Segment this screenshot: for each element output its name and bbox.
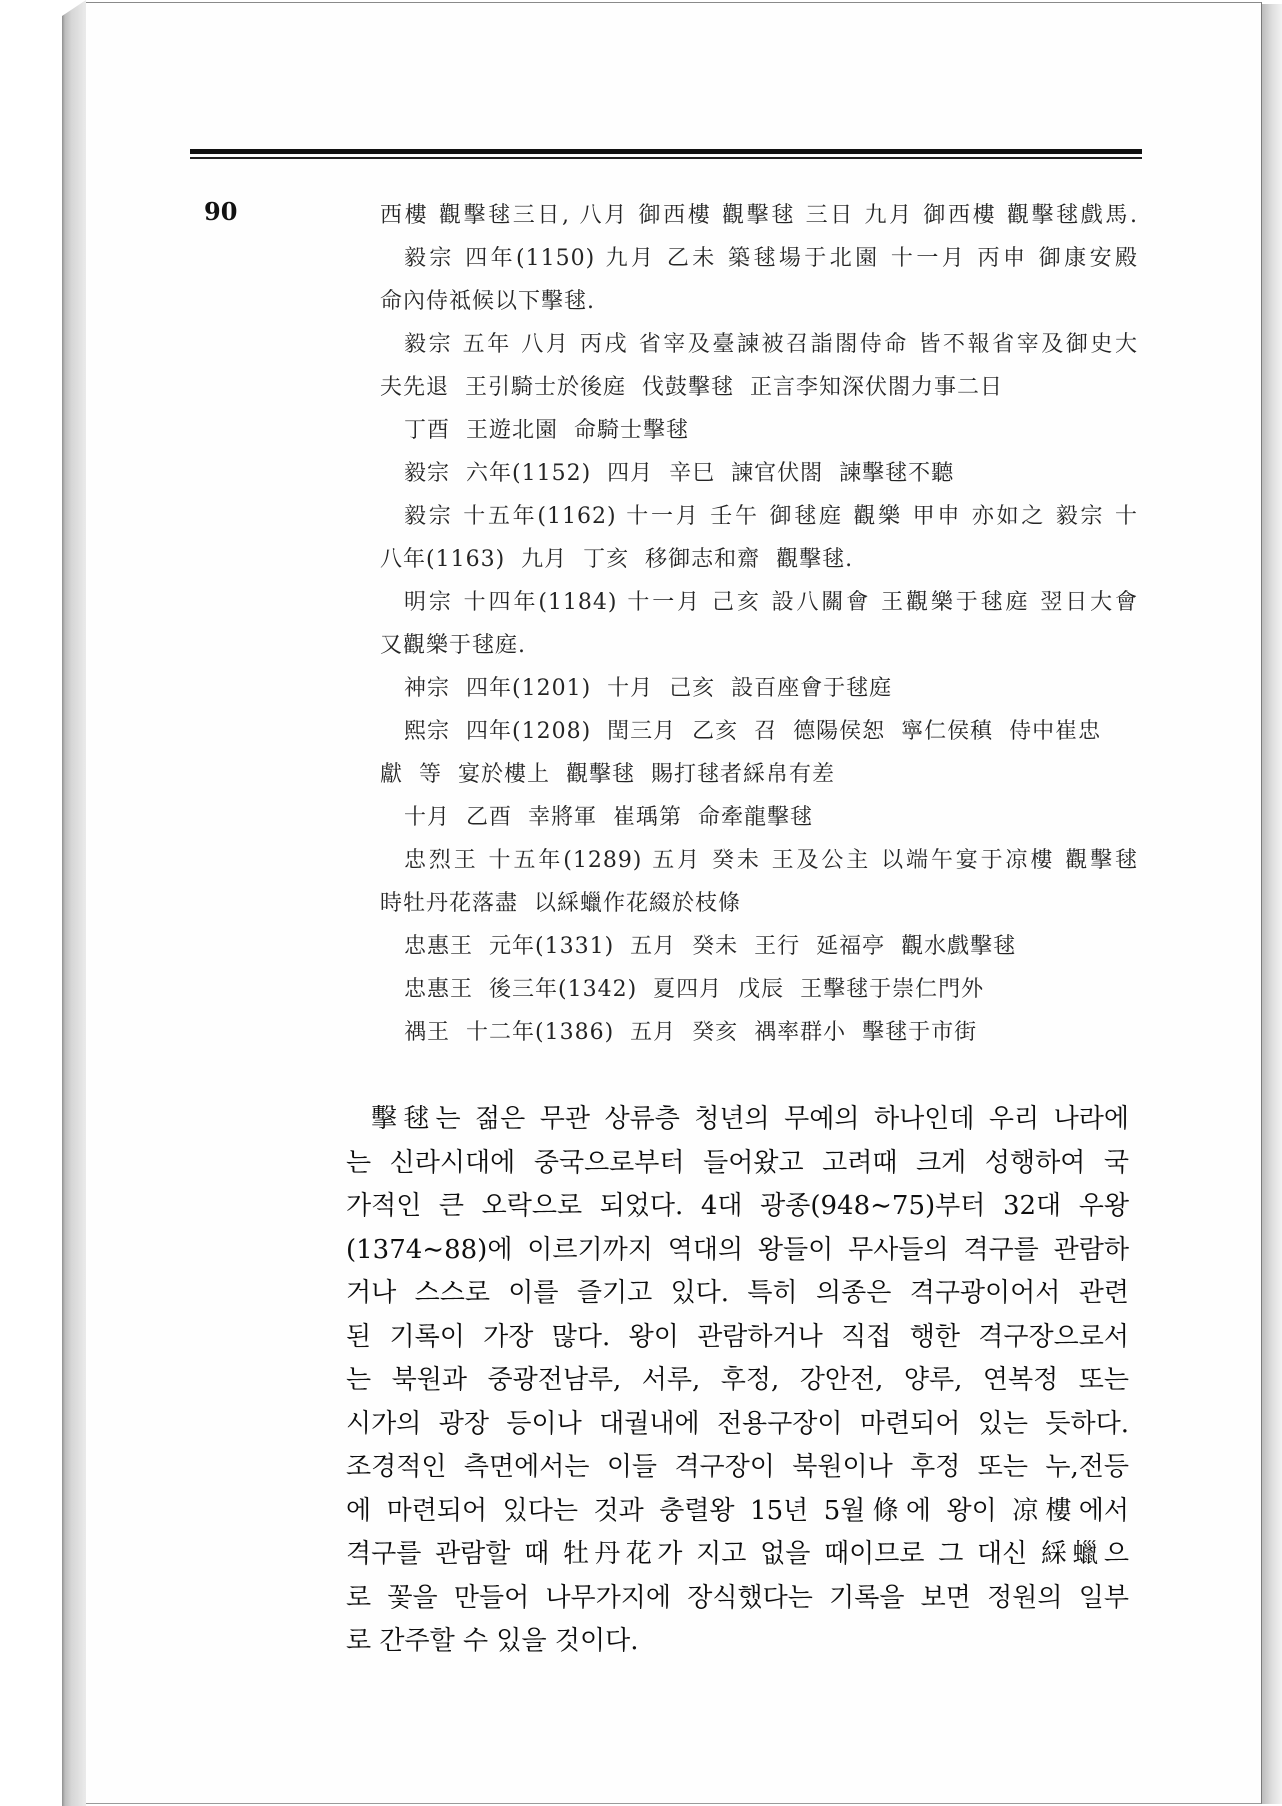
record-line: 神宗 四年(1201) 十月 己亥 設百座會于毬庭 [404, 676, 893, 701]
record-line: 八年(1163) 九月 丁亥 移御志和齋 觀擊毬. [380, 547, 854, 572]
commentary-line: 에 마련되어 있다는 것과 충렬왕 15년 5월條에 왕이 凉樓에서 [346, 1495, 1129, 1526]
record-line: 丁酉 王遊北園 命騎士擊毬 [404, 418, 689, 443]
commentary-line: 擊毬는 젊은 무관 상류층 청년의 무예의 하나인데 우리 나라에 [371, 1104, 1129, 1134]
commentary-line: 조경적인 측면에서는 이들 격구장이 북원이나 후정 또는 누,전등 [346, 1452, 1129, 1482]
historical-records [380, 194, 1138, 1054]
record-line: 忠惠王 元年(1331) 五月 癸未 王行 延福亭 觀水戲擊毬 [404, 934, 1017, 959]
commentary-paragraph [346, 1098, 1129, 1664]
record-line: 明宗 十四年(1184) 十一月 己亥 設八關會 王觀樂于毬庭 翌日大會 [404, 590, 1138, 615]
record-line: 毅宗 十五年(1162) 十一月 壬午 御毬庭 觀樂 甲申 亦如之 毅宗 十 [404, 504, 1138, 529]
record-line: 毅宗 四年(1150) 九月 乙未 築毬場于北園 十一月 丙申 御康安殿 [404, 246, 1138, 271]
record-line: 夫先退 王引騎士於後庭 伐鼓擊毬 正言李知深伏閤力事二日 [380, 375, 1003, 400]
record-line: 命內侍祗候以下擊毬. [380, 289, 595, 314]
record-line: 時牡丹花落盡 以綵蠟作花綴於枝條 [380, 891, 741, 916]
header-rule-thick [190, 149, 1142, 154]
commentary-line: 가적인 큰 오락으로 되었다. 4대 광종(948∼75)부터 32대 우왕 [346, 1191, 1129, 1221]
record-line: 獻 等 宴於樓上 觀擊毬 賜打毬者綵帛有差 [380, 762, 835, 787]
record-line: 禑王 十二年(1386) 五月 癸亥 禑率群小 擊毬于市街 [404, 1020, 978, 1045]
header-rule-thin [190, 157, 1142, 159]
page-number: 90 [204, 197, 238, 226]
record-line: 又觀樂于毬庭. [380, 633, 526, 658]
commentary-line: 로 꽃을 만들어 나무가지에 장식했다는 기록을 보면 정원의 일부 [346, 1582, 1129, 1613]
commentary-line: 된 기록이 가장 많다. 왕이 관람하거나 직접 행한 격구장으로서 [346, 1321, 1129, 1352]
commentary-line: 는 신라시대에 중국으로부터 들어왔고 고려때 크게 성행하여 국 [346, 1147, 1129, 1178]
record-line: 毅宗 六年(1152) 四月 辛巳 諫官伏閤 諫擊毬不聽 [404, 461, 955, 486]
record-line: 十月 乙酉 幸將軍 崔瑀第 命牽龍擊毬 [404, 805, 813, 830]
record-line: 熙宗 四年(1208) 閏三月 乙亥 召 德陽侯恕 寧仁侯稹 侍中崔忠 [404, 719, 1102, 744]
page-edge-left [62, 0, 86, 1806]
record-line: 西樓 觀擊毬三日, 八月 御西樓 觀擊毬 三日 九月 御西樓 觀擊毬戲馬. [380, 203, 1138, 228]
commentary-line: 격구를 관람할 때 牡丹花가 지고 없을 때이므로 그 대신 綵蠟으 [346, 1539, 1129, 1569]
commentary-line: 는 북원과 중광전남루, 서루, 후정, 강안전, 양루, 연복정 또는 [346, 1365, 1129, 1395]
commentary-line: 시가의 광장 등이나 대궐내에 전용구장이 마련되어 있는 듯하다. [346, 1408, 1129, 1439]
commentary-line: 거나 스스로 이를 즐기고 있다. 특히 의종은 격구광이어서 관련 [346, 1278, 1129, 1308]
page-edge-right [1262, 4, 1282, 1804]
record-line: 毅宗 五年 八月 丙戌 省宰及臺諫被召詣閤侍命 皆不報省宰及御史大 [404, 332, 1138, 357]
record-line: 忠烈王 十五年(1289) 五月 癸未 王及公主 以端午宴于凉樓 觀擊毬 [404, 848, 1138, 873]
commentary-line: 로 간주할 수 있을 것이다. [346, 1626, 639, 1656]
commentary-line: (1374∼88)에 이르기까지 역대의 왕들이 무사들의 격구를 관람하 [346, 1234, 1129, 1265]
record-line: 忠惠王 後三年(1342) 夏四月 戊辰 王擊毬于崇仁門外 [404, 977, 985, 1002]
